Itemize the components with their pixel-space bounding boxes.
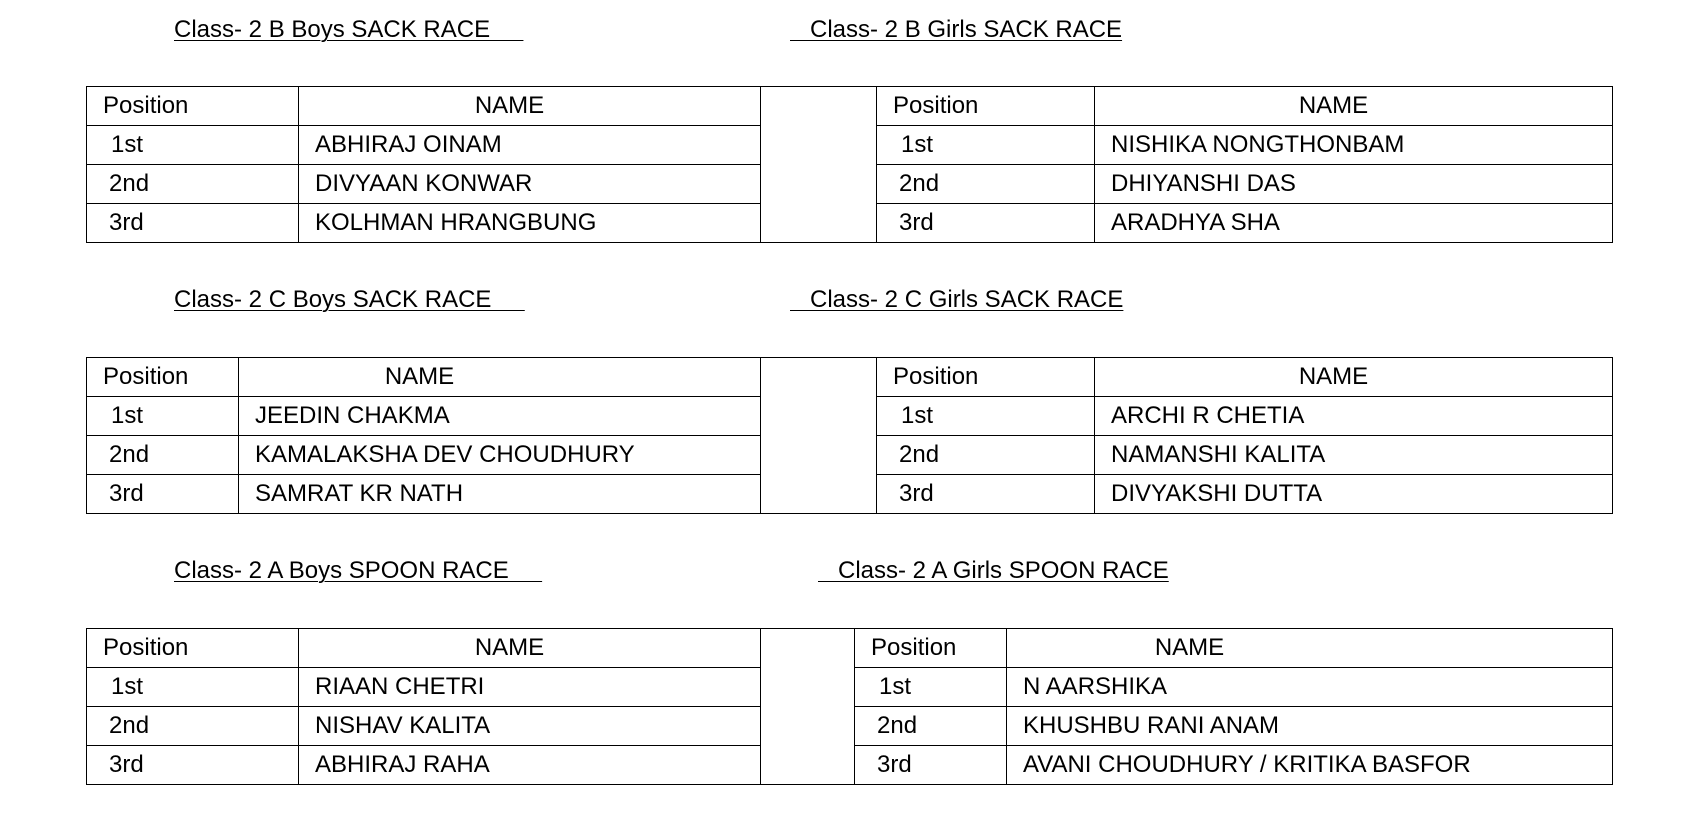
position-cell: 2nd bbox=[855, 707, 1007, 746]
position-cell: 1st bbox=[855, 668, 1007, 707]
position-cell: 3rd bbox=[87, 475, 239, 514]
table-row bbox=[855, 668, 1613, 707]
name-cell: NISHAV KALITA bbox=[299, 707, 761, 746]
table-header-row bbox=[87, 629, 761, 668]
table-row bbox=[87, 436, 761, 475]
class-2a-boys-spoon-race-title: Class- 2 A Boys SPOON RACE bbox=[174, 557, 543, 584]
table-row bbox=[877, 397, 1613, 436]
table-header-row bbox=[87, 358, 761, 397]
name-cell: ARADHYA SHA bbox=[1095, 204, 1613, 243]
name-cell: KHUSHBU RANI ANAM bbox=[1007, 707, 1613, 746]
name-column-header: NAME bbox=[299, 629, 761, 668]
table-row bbox=[877, 165, 1613, 204]
class-2a-girls-spoon-race-title: Class- 2 A Girls SPOON RACE bbox=[818, 557, 1169, 584]
position-column-header: Position bbox=[87, 87, 299, 126]
position-cell: 1st bbox=[877, 397, 1095, 436]
class-2c-boys-sack-race-table bbox=[86, 357, 761, 514]
name-column-header: NAME bbox=[1095, 87, 1613, 126]
table-row bbox=[877, 436, 1613, 475]
class-2c-girls-sack-race-title: Class- 2 C Girls SACK RACE bbox=[790, 286, 1124, 313]
table-gap-border bbox=[760, 86, 876, 243]
position-cell: 3rd bbox=[87, 746, 299, 785]
position-cell: 3rd bbox=[855, 746, 1007, 785]
name-cell: NAMANSHI KALITA bbox=[1095, 436, 1613, 475]
name-cell: ABHIRAJ RAHA bbox=[299, 746, 761, 785]
name-cell: DIVYAKSHI DUTTA bbox=[1095, 475, 1613, 514]
table-row bbox=[87, 668, 761, 707]
position-cell: 2nd bbox=[87, 707, 299, 746]
table-gap-border bbox=[760, 357, 876, 514]
name-cell: SAMRAT KR NATH bbox=[239, 475, 761, 514]
position-cell: 3rd bbox=[87, 204, 299, 243]
table-row bbox=[877, 126, 1613, 165]
position-column-header: Position bbox=[877, 358, 1095, 397]
position-cell: 2nd bbox=[877, 436, 1095, 475]
table-row bbox=[855, 746, 1613, 785]
name-cell: DIVYAAN KONWAR bbox=[299, 165, 761, 204]
table-row bbox=[87, 746, 761, 785]
class-2b-boys-sack-race-title: Class- 2 B Boys SACK RACE bbox=[174, 16, 524, 43]
class-2b-girls-sack-race-title: Class- 2 B Girls SACK RACE bbox=[790, 16, 1123, 43]
class-2c-boys-sack-race-title: Class- 2 C Boys SACK RACE bbox=[174, 286, 525, 313]
position-column-header: Position bbox=[87, 629, 299, 668]
position-column-header: Position bbox=[855, 629, 1007, 668]
name-cell: NISHIKA NONGTHONBAM bbox=[1095, 126, 1613, 165]
table-gap-border bbox=[760, 628, 854, 785]
name-column-header: NAME bbox=[239, 358, 761, 397]
class-2a-girls-spoon-race-table bbox=[854, 628, 1613, 785]
table-row bbox=[87, 707, 761, 746]
name-cell: KAMALAKSHA DEV CHOUDHURY bbox=[239, 436, 761, 475]
table-row bbox=[87, 397, 761, 436]
position-cell: 3rd bbox=[877, 475, 1095, 514]
table-header-row bbox=[877, 87, 1613, 126]
class-2a-boys-spoon-race-table bbox=[86, 628, 761, 785]
name-cell: JEEDIN CHAKMA bbox=[239, 397, 761, 436]
table-row bbox=[877, 204, 1613, 243]
name-cell: AVANI CHOUDHURY / KRITIKA BASFOR bbox=[1007, 746, 1613, 785]
table-row bbox=[87, 165, 761, 204]
position-column-header: Position bbox=[877, 87, 1095, 126]
position-cell: 1st bbox=[87, 126, 299, 165]
name-cell: ARCHI R CHETIA bbox=[1095, 397, 1613, 436]
position-cell: 1st bbox=[877, 126, 1095, 165]
table-header-row bbox=[87, 87, 761, 126]
name-cell: KOLHMAN HRANGBUNG bbox=[299, 204, 761, 243]
position-cell: 2nd bbox=[87, 165, 299, 204]
table-row bbox=[87, 475, 761, 514]
class-2b-girls-sack-race-table bbox=[876, 86, 1613, 243]
class-2c-girls-sack-race-table bbox=[876, 357, 1613, 514]
position-cell: 1st bbox=[87, 668, 299, 707]
table-row bbox=[87, 204, 761, 243]
position-cell: 2nd bbox=[877, 165, 1095, 204]
name-cell: N AARSHIKA bbox=[1007, 668, 1613, 707]
table-header-row bbox=[877, 358, 1613, 397]
position-column-header: Position bbox=[87, 358, 239, 397]
table-row bbox=[877, 475, 1613, 514]
name-column-header: NAME bbox=[1095, 358, 1613, 397]
position-cell: 3rd bbox=[877, 204, 1095, 243]
class-2b-boys-sack-race-table bbox=[86, 86, 761, 243]
name-column-header: NAME bbox=[1007, 629, 1613, 668]
name-cell: RIAAN CHETRI bbox=[299, 668, 761, 707]
table-row bbox=[87, 126, 761, 165]
position-cell: 2nd bbox=[87, 436, 239, 475]
table-header-row bbox=[855, 629, 1613, 668]
name-column-header: NAME bbox=[299, 87, 761, 126]
position-cell: 1st bbox=[87, 397, 239, 436]
name-cell: ABHIRAJ OINAM bbox=[299, 126, 761, 165]
table-row bbox=[855, 707, 1613, 746]
name-cell: DHIYANSHI DAS bbox=[1095, 165, 1613, 204]
